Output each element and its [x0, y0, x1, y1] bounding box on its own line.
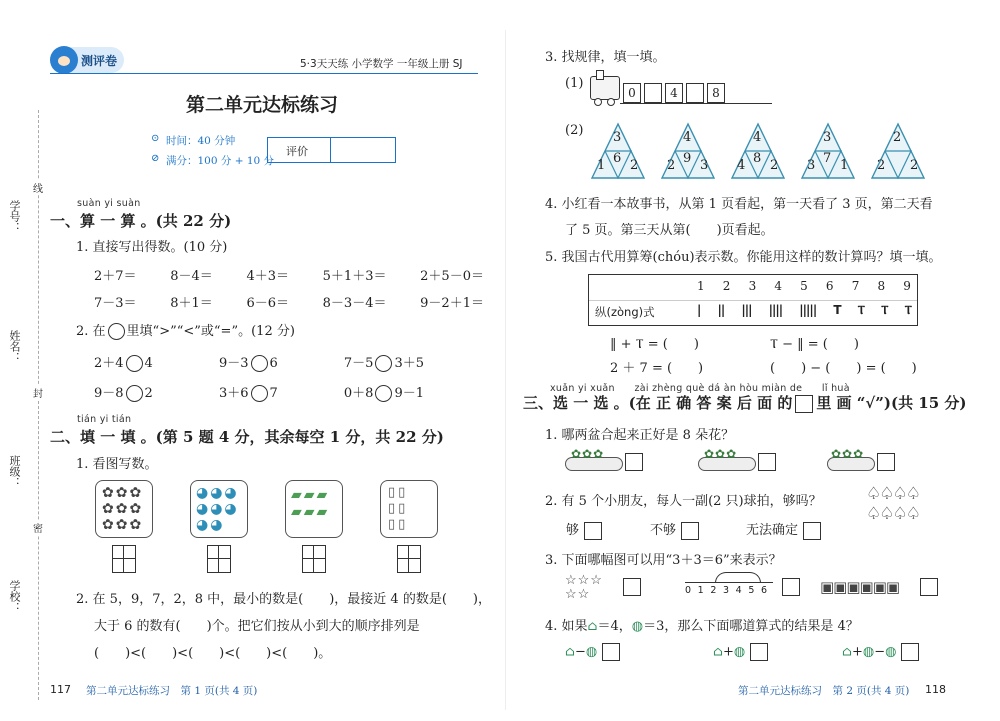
star-icon: ☆☆☆ ☆☆ — [565, 573, 603, 602]
tri-left: 4 — [737, 158, 746, 173]
rod-symbol: ||| — [741, 303, 752, 317]
s3-q4-part-c: ＝3，那么下面哪道算式的结果是 4？ — [643, 619, 859, 634]
left-footer-text: 第二单元达标练习 第 1 页(共 4 页) — [86, 685, 258, 697]
calc-item: 8－4＝ — [170, 269, 213, 284]
s1-q2-part-b: 里填“>”“<”或“=”。(12 分) — [126, 324, 295, 339]
train-cars — [623, 82, 728, 103]
rod-eq-3: 2 ＋ 7 = ( ) — [610, 361, 704, 376]
rod-eq-4: ( ) − ( ) = ( ) — [770, 361, 917, 376]
circle-blank-icon — [108, 323, 125, 340]
option-label: 不够 — [650, 523, 677, 538]
rod-symbol: Ⲧ — [857, 303, 864, 317]
tri-left: 2 — [877, 158, 886, 173]
calc-row-2 — [94, 292, 484, 311]
tri-top: 4 — [753, 130, 762, 145]
rod-symbol: ||||| — [799, 303, 817, 317]
racket-icon: ♤♤♤♤ ♤♤♤♤ — [866, 484, 919, 524]
evaluation-label: 评价 — [286, 145, 308, 158]
compare-item — [219, 352, 278, 372]
s3-q4-part-b: ＝4， — [597, 619, 632, 634]
rod-number: 7 — [851, 279, 860, 293]
s1-q2-part-a: 2. 在 — [76, 324, 106, 339]
train-rail — [620, 103, 772, 104]
square-icon — [795, 395, 813, 413]
apple-icon: ◍ — [631, 619, 644, 634]
answer-checkbox[interactable] — [623, 578, 641, 596]
evaluation-box — [267, 137, 396, 163]
flower-icon: ✿✿✿ — [704, 447, 738, 461]
tri-left: 3 — [807, 158, 816, 173]
flower-icon: ✿✿✿ — [571, 447, 605, 461]
header-rule — [50, 73, 478, 74]
rod-numbers — [697, 279, 911, 293]
mascot-icon — [50, 46, 78, 74]
option-label: 够 — [566, 523, 580, 538]
s3-q3: 3. 下面哪幅图可以用“3＋3＝6”来表示？ — [545, 553, 782, 568]
compare-left: 3＋6 — [218, 386, 249, 401]
tri-right: 2 — [910, 158, 919, 173]
tri-top: 3 — [823, 130, 832, 145]
rod-number: 4 — [774, 279, 782, 293]
section1-pinyin: suàn yi suàn — [77, 198, 141, 209]
apple-icon: ◍ — [585, 644, 598, 660]
calc-item: 2＋5－0＝ — [420, 269, 484, 284]
tri-right: 2 — [630, 158, 639, 173]
tri-mid: 6 — [613, 151, 622, 166]
rod-symbol: || — [717, 303, 725, 317]
number-line-labels: 0 1 2 3 4 5 6 — [685, 585, 769, 596]
s1-q1: 1. 直接写出得数。(10 分) — [76, 240, 228, 255]
calc-item: 4＋3＝ — [246, 269, 289, 284]
answer-grid[interactable] — [207, 545, 231, 573]
compare-right: 2 — [144, 386, 153, 401]
option-enough — [566, 519, 602, 540]
calc-item: 8－3－4＝ — [322, 296, 387, 311]
section2-title: 二、填 一 填 。(第 5 题 4 分，其余每空 1 分，共 22 分) — [50, 428, 444, 446]
page-title: 第二单元达标练习 — [186, 94, 339, 116]
option-label: 无法确定 — [746, 523, 799, 538]
answer-checkbox[interactable] — [782, 578, 800, 596]
compare-right: 6 — [269, 356, 278, 371]
cube-icon: ▣▣▣▣▣▣ — [820, 578, 900, 596]
q3-part1-label: (1) — [565, 76, 584, 91]
row-label: 纵(zòng)式 — [595, 305, 655, 319]
compare-circle[interactable] — [375, 385, 392, 402]
tri-top: 3 — [613, 130, 622, 145]
page-gutter — [505, 30, 506, 710]
compare-circle[interactable] — [251, 385, 268, 402]
rod-number: 6 — [825, 279, 834, 293]
rod-number: 2 — [722, 279, 731, 293]
q4-line2: 了 5 页。第三天从第( )页看起。 — [565, 223, 774, 238]
s2-q2-line2: 大于 6 的数有( )个。把它们按从小到大的顺序排列是 — [94, 619, 420, 634]
number-line — [685, 576, 775, 598]
tri-top: 4 — [683, 130, 692, 145]
rod-number: 9 — [903, 279, 911, 293]
student-id-label: 学号： — [8, 200, 21, 233]
answer-checkbox[interactable] — [758, 453, 776, 471]
compare-left: 9－3 — [218, 356, 249, 371]
compare-left: 2＋4 — [94, 356, 124, 371]
flower-icon: ✿✿✿ ✿✿✿ ✿✿✿ — [102, 485, 144, 533]
calc-item: 2＋7＝ — [94, 269, 137, 284]
answer-grid[interactable] — [397, 545, 421, 573]
time-limit: 时间：40 分钟 — [166, 135, 236, 147]
calc-row-1 — [94, 265, 484, 284]
answer-checkbox[interactable] — [803, 522, 821, 540]
compare-item — [94, 382, 153, 402]
triangle-numbers — [590, 120, 930, 182]
calc-item: 8＋1＝ — [170, 296, 213, 311]
tri-left: 1 — [597, 158, 606, 173]
calc-item: 6－6＝ — [246, 296, 289, 311]
q3-title: 3. 找规律，填一填。 — [545, 50, 666, 65]
train-car[interactable] — [644, 83, 662, 103]
compare-row-1 — [94, 352, 424, 372]
tri-top: 2 — [893, 130, 902, 145]
compare-right: 4 — [144, 356, 153, 371]
rod-number: 5 — [800, 279, 808, 293]
bag-icon: ▯▯ ▯▯ ▯▯ — [388, 485, 409, 532]
tri-mid: 9 — [683, 151, 692, 166]
ball-icon: ◕◕◕ ◕◕◕ ◕◕ — [196, 485, 239, 533]
train-car[interactable] — [686, 83, 704, 103]
answer-checkbox[interactable] — [584, 522, 602, 540]
class-label: 班级： — [8, 455, 21, 488]
school-label: 学校： — [8, 580, 21, 613]
bell-icon: ⌂ — [565, 644, 575, 660]
calc-item: 9－2＋1＝ — [420, 296, 484, 311]
tri-right: 3 — [700, 158, 709, 173]
s1-q2 — [76, 320, 295, 340]
answer-checkbox[interactable] — [877, 453, 895, 471]
answer-checkbox[interactable] — [602, 643, 620, 661]
section3-title — [523, 392, 967, 413]
tri-left: 2 — [667, 158, 676, 173]
counting-rods-table — [588, 274, 918, 326]
compare-item — [94, 352, 153, 372]
answer-grid[interactable] — [112, 545, 136, 573]
apple-icon: ◍ — [862, 644, 875, 660]
q3-part2-label: (2) — [565, 123, 584, 138]
picture-box-erasers — [285, 480, 343, 538]
answer-checkbox[interactable] — [681, 522, 699, 540]
expr-option-3: ⌂+◍−◍ — [842, 643, 919, 661]
badge — [50, 47, 124, 73]
compare-item — [344, 382, 424, 402]
compare-circle[interactable] — [251, 355, 268, 372]
compare-circle[interactable] — [375, 355, 392, 372]
section3-pinyin: xuǎn yi xuǎn zài zhèng què dá àn hòu miàn de lǐ huà — [550, 383, 850, 394]
clock-icon: ⊙ — [151, 133, 160, 144]
right-page-number: 118 — [925, 683, 946, 696]
locomotive-icon — [590, 76, 620, 100]
s3-q1: 1. 哪两盆合起来正好是 8 朵花？ — [545, 428, 735, 443]
option-uncertain — [746, 519, 821, 540]
bell-icon: ⌂ — [587, 619, 598, 634]
rod-number: 1 — [697, 279, 705, 293]
s2-q2-line1: 2. 在 5，9，7，2，8 中，最小的数是( )，最接近 4 的数是( )， — [76, 592, 491, 607]
tri-right: 1 — [840, 158, 849, 173]
compare-row-2 — [94, 382, 424, 402]
rod-number: 3 — [748, 279, 757, 293]
picture-box-bags — [380, 480, 438, 538]
calc-item: 7－3＝ — [94, 296, 137, 311]
tri-mid: 8 — [753, 151, 762, 166]
answer-checkbox[interactable] — [625, 453, 643, 471]
s2-q2-line3: ( )<( )<( )<( )<( )。 — [94, 646, 332, 661]
expr-option-1: ⌂−◍ — [565, 643, 620, 661]
full-score: 满分：100 分 + 10 分 — [166, 155, 275, 167]
rod-eq-2: Ⲧ − ‖ = ( ) — [770, 337, 859, 352]
section1-title: 一、算 一 算 。(共 22 分) — [50, 212, 232, 230]
binding-line — [38, 110, 39, 700]
tri-mid: 7 — [823, 151, 832, 166]
name-label: 姓名： — [8, 330, 21, 363]
apple-icon: ◍ — [733, 644, 746, 660]
s3-q4-part-a: 4. 如果 — [545, 619, 588, 634]
seal-feng: 封 — [33, 385, 43, 400]
train-car[interactable]: 8 — [707, 83, 725, 103]
calc-item: 5＋1＋3＝ — [322, 269, 387, 284]
picture-box-balls — [190, 480, 248, 538]
compare-item — [344, 352, 424, 372]
compare-right: 3＋5 — [394, 356, 424, 371]
rod-symbol: T — [833, 303, 841, 317]
q5-line1: 5. 我国古代用算筹(chóu)表示数。你能用这样的数计算吗？填一填。 — [545, 250, 942, 265]
seal-mi: 密 — [33, 520, 43, 535]
rod-symbol: | — [697, 303, 701, 317]
answer-grid[interactable] — [302, 545, 326, 573]
answer-checkbox[interactable] — [920, 578, 938, 596]
rod-symbol: Ⲧ — [904, 303, 911, 317]
series-info: 5·3天天练 小学数学 一年级上册 SJ — [300, 58, 463, 70]
rod-symbol: Ⲧ — [881, 303, 888, 317]
tri-right: 2 — [770, 158, 779, 173]
train-car[interactable]: 4 — [665, 83, 683, 103]
compare-item — [219, 382, 278, 402]
picture-box-flowers — [95, 480, 153, 538]
rod-symbol: |||| — [768, 303, 783, 317]
compare-left: 9－8 — [94, 386, 124, 401]
seal-xian: 线 — [33, 180, 43, 195]
answer-checkbox[interactable] — [750, 643, 768, 661]
apple-icon: ◍ — [885, 644, 897, 660]
option-not-enough — [650, 519, 699, 540]
compare-right: 9－1 — [394, 386, 424, 401]
rod-number: 8 — [877, 279, 886, 293]
rod-symbols — [697, 303, 911, 318]
bell-icon: ⌂ — [713, 644, 723, 660]
compare-circle[interactable] — [126, 355, 143, 372]
s3-q2: 2. 有 5 个小朋友，每人一副(2 只)球拍，够吗？ — [545, 494, 822, 509]
q4-line1: 4. 小红看一本故事书，从第 1 页看起，第一天看了 3 页，第二天看 — [545, 197, 933, 212]
left-page-number: 117 — [50, 683, 71, 696]
s3-q4 — [545, 615, 859, 634]
section2-pinyin: tián yi tián — [77, 414, 132, 425]
expr-option-2: ⌂+◍ — [713, 643, 768, 661]
flower-icon: ✿✿✿ — [831, 447, 865, 461]
eraser-icon: ▰▰▰ ▰▰▰ — [291, 487, 330, 520]
answer-checkbox[interactable] — [901, 643, 919, 661]
check-icon: ⊘ — [151, 153, 160, 164]
badge-label: 测评卷 — [81, 54, 118, 68]
train-car[interactable]: 0 — [623, 83, 641, 103]
right-footer-text: 第二单元达标练习 第 2 页(共 4 页) — [738, 685, 910, 697]
compare-circle[interactable] — [126, 385, 143, 402]
compare-left: 0＋8 — [343, 386, 374, 401]
compare-right: 7 — [269, 386, 278, 401]
bell-icon: ⌂ — [842, 644, 852, 660]
compare-left: 7－5 — [343, 356, 374, 371]
s2-q1: 1. 看图写数。 — [76, 457, 158, 472]
rod-eq-1: ‖ + Ⲧ = ( ) — [610, 337, 699, 352]
section3-title-a: 三、选 一 选 。(在 正 确 答 案 后 面 的 — [523, 394, 793, 412]
section3-title-b: 里 画 “√”)(共 15 分) — [816, 394, 967, 412]
